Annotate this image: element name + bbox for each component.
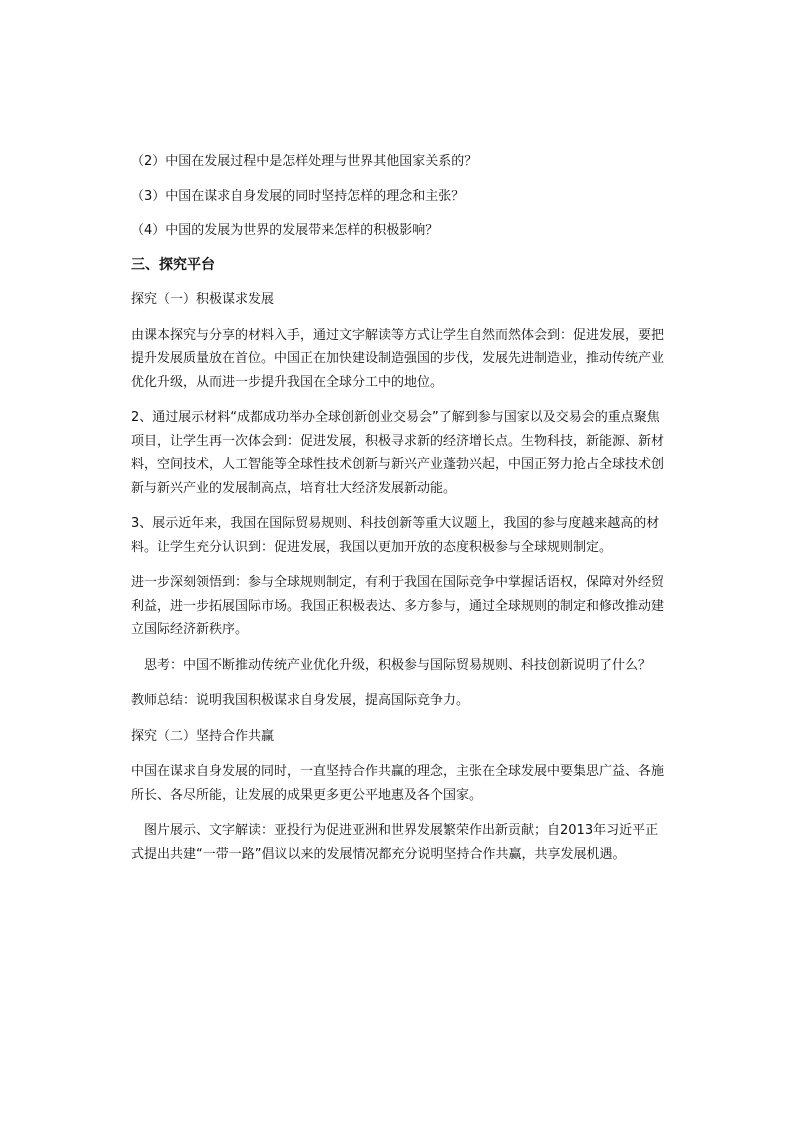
inquiry-1-paragraph-3: 3、展示近年来，我国在国际贸易规则、科技创新等重大议题上，我国的参与度越来越高的材料。让学生充分认识到：促进发展，我国以更加开放的态度积极参与全球规则制定。 [131,516,660,555]
inquiry-1-heading: 探究（一）积极谋求发展 [131,292,275,307]
inquiry-1-paragraph-2: 2、通过展示材料“成都成功举办全球创新创业交易会”了解到参与国家以及交易会的重点聚焦项目，让学生再一次体会到：促进发展，积极寻求新的经济增长点。生物科技，新能源、新材料，空间技术，人工智能等全球性技术创新与新兴产业蓬勃兴起，中国正努力抢占全球技术创新与新兴产业的发展制高点，培育壮大经济发展新动能。 [131,410,665,496]
teacher-summary: 教师总结：说明我国积极谋求自身发展，提高国际竞争力。 [131,693,470,708]
question-2: （2）中国在发展过程中是怎样处理与世界其他国家关系的？ [131,154,478,169]
think-question: 思考：中国不断推动传统产业优化升级，积极参与国际贸易规则、科技创新说明了什么？ [144,657,652,673]
inquiry-2-paragraph-1: 中国在谋求自身发展的同时，一直坚持合作共赢的理念，主张在全球发展中要集思广益、各施所长、各尽所能，让发展的成果更多更公平地惠及各个国家。 [131,764,665,803]
inquiry-1-paragraph-1: 由课本探究与分享的材料入手，通过文字解读等方式让学生自然而然体会到：促进发展，要把提升发展质量放在首位。中国正在加快建设制造强国的步伐，发展先进制造业，推动传统产业优化升级，从而进一步提升我国在全球分工中的地位。 [131,327,665,390]
inquiry-1-paragraph-4: 进一步深刻领悟到：参与全球规则制定，有利于我国在国际竞争中掌握话语权，保障对外经贸利益，进一步拓展国际市场。我国正积极表达、多方参与，通过全球规则的制定和修改推动建立国际经济新秩序。 [131,575,665,637]
inquiry-2-paragraph-2: 图片展示、文字解读：亚投行为促进亚洲和世界发展繁荣作出新贡献；自2013年习近平正式提出共建“一带一路”倡议以来的发展情况都充分说明坚持合作共赢，共享发展机遇。 [131,823,659,862]
document-body [131,150,671,878]
question-3: （3）中国在谋求自身发展的同时坚持怎样的理念和主张？ [131,188,465,204]
inquiry-2-heading: 探究（二）坚持合作共赢 [131,728,275,744]
question-4: （4）中国的发展为世界的发展带来怎样的积极影响？ [131,223,439,238]
section-title: 三、探究平台 [131,256,215,273]
